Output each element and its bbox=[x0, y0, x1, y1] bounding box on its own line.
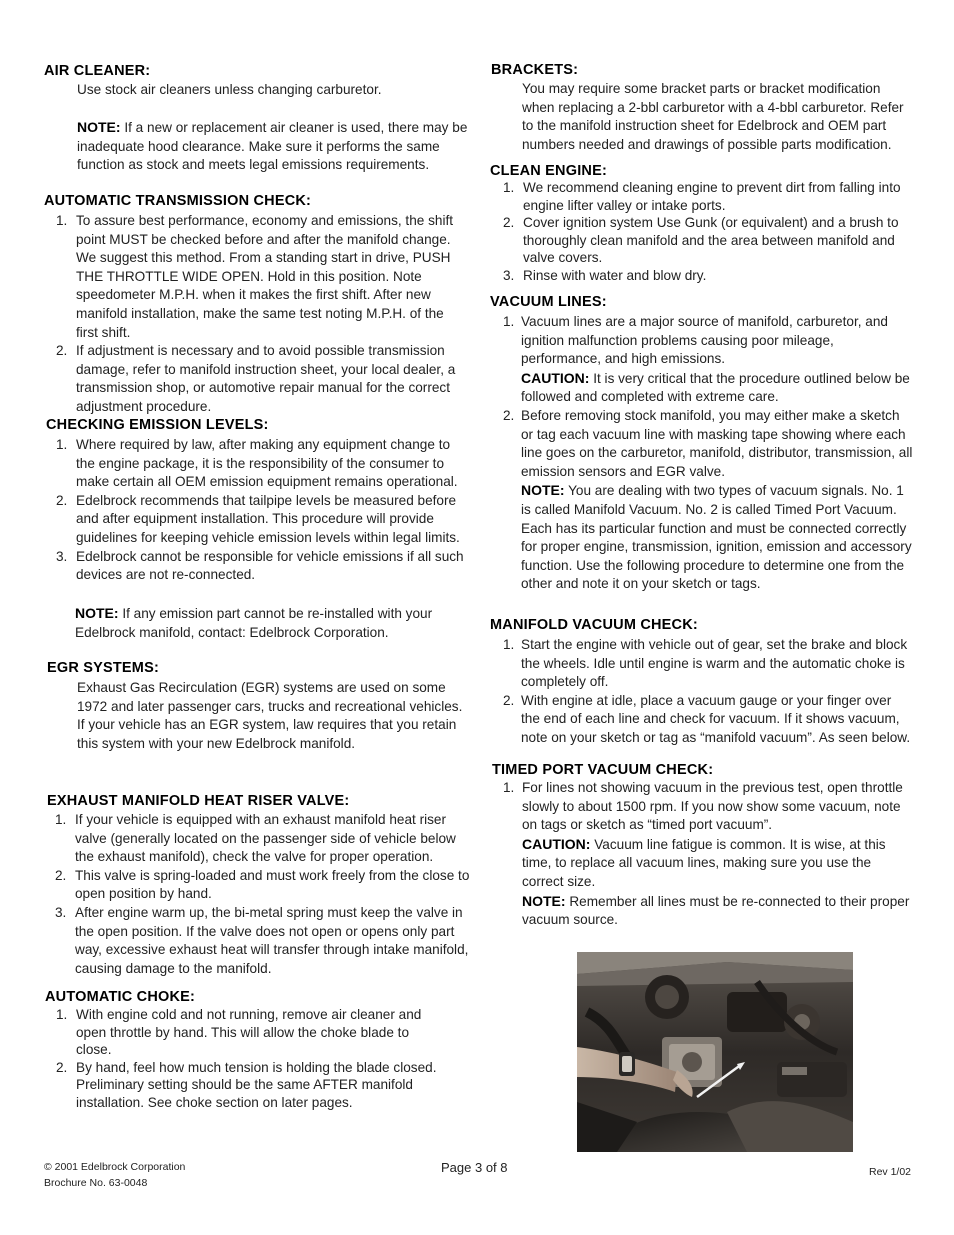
air-cleaner-text: Use stock air cleaners unless changing carburetor. bbox=[77, 82, 382, 97]
note-text: Remember all lines must be re-connected to their proper vacuum source. bbox=[522, 893, 910, 928]
timed-port-heading: TIMED PORT VACUUM CHECK: bbox=[492, 762, 714, 778]
vacuum-lines-heading: VACUUM LINES: bbox=[490, 294, 607, 310]
emission-list bbox=[56, 436, 470, 585]
engine-photo bbox=[577, 952, 853, 1152]
choke-list bbox=[56, 1006, 448, 1111]
list-item: 2. Edelbrock recommends that tailpipe levels be measured before and after equipment installation. This procedure will provide guidelines for keeping vehicle emission levels within legal limits. bbox=[56, 492, 460, 545]
engine-photo-illustration bbox=[577, 952, 853, 1152]
emission-note bbox=[75, 604, 460, 642]
egr-text: Exhaust Gas Recirculation (EGR) systems are used on some 1972 and later passenger cars, trucks and recreational vehicles. If your vehicle has an EGR system, law requires that you retain this system with your new Edelbrock manifold. bbox=[77, 680, 463, 751]
caution-block bbox=[521, 369, 913, 407]
caution-text: Vacuum line fatigue is common. It is wise, at this time, to replace all vacuum lines, making sure you use the correct size. bbox=[522, 836, 886, 889]
list-item: 3. Rinse with water and blow dry. bbox=[503, 267, 707, 283]
note-text: If any emission part cannot be re-installed with your Edelbrock manifold, contact: Edelbrock Corporation. bbox=[75, 606, 433, 640]
list-item: 1. With engine cold and not running, remove air cleaner and open throttle by hand. This will allow the choke blade to close. bbox=[56, 1007, 422, 1057]
choke-heading: AUTOMATIC CHOKE: bbox=[45, 989, 196, 1005]
manifold-vacuum-list bbox=[503, 636, 913, 748]
note-label: NOTE: bbox=[522, 892, 566, 909]
list-item: 2. This valve is spring-loaded and must work freely from the close to open position by hand. bbox=[55, 867, 470, 902]
vacuum-lines-body bbox=[503, 313, 913, 594]
manifold-vacuum-heading: MANIFOLD VACUUM CHECK: bbox=[490, 617, 698, 633]
note-text: If a new or replacement air cleaner is used, there may be inadequate hood clearance. Make sure it performs the same function as stock and meets legal emissions requirements. bbox=[77, 120, 468, 173]
list-item: 1. Vacuum lines are a major source of manifold, carburetor, and ignition malfunction problems causing poor mileage, performance, and high emissions. CAUTION: It is very critical that the procedure outlined below be followed and completed with extreme care. bbox=[503, 313, 913, 407]
list-item: 3. Edelbrock cannot be responsible for vehicle emissions if all such devices are not re-connected. bbox=[56, 548, 464, 583]
list-item: 2. With engine at idle, place a vacuum gauge or your finger over the end of each line and check for vacuum. If it shows vacuum, note on your sketch or tag as “manifold vacuum”. As seen below. bbox=[503, 692, 911, 745]
heat-riser-heading: EXHAUST MANIFOLD HEAT RISER VALVE: bbox=[47, 793, 350, 809]
caution-text: It is very critical that the procedure outlined below be followed and completed with extreme care. bbox=[521, 370, 910, 405]
page-number: Page 3 of 8 bbox=[441, 1160, 508, 1175]
copyright-text: © 2001 Edelbrock Corporation bbox=[44, 1161, 186, 1173]
list-item: 1. To assure best performance, economy and emissions, the shift point MUST be checked before and after the manifold change. We suggest this method. From a standing start in drive, PUSH THE THROTTLE WIDE OPEN. Hold in this position. Note speedometer M.P.H. when it makes the first shift. After new manifold installation, make the same test noting M.P.H. of the first shift. bbox=[56, 213, 454, 340]
note-label: NOTE: bbox=[521, 482, 565, 499]
clean-engine-heading: CLEAN ENGINE: bbox=[490, 163, 607, 179]
revision-label: Rev 1/02 bbox=[869, 1166, 912, 1178]
brochure-number: Brochure No. 63-0048 bbox=[44, 1177, 148, 1189]
list-item: 2. By hand, feel how much tension is holding the blade closed. Preliminary setting should be the same AFTER manifold installation. See choke section on later pages. bbox=[56, 1059, 437, 1110]
timed-port-body bbox=[503, 779, 915, 930]
list-item: 1. If your vehicle is equipped with an exhaust manifold heat riser valve (generally located on the passenger side of vehicle below the exhaust manifold), check the valve for proper operation. bbox=[55, 812, 456, 865]
footer-left bbox=[44, 1159, 185, 1191]
note-label: NOTE: bbox=[75, 605, 119, 621]
auto-trans-list bbox=[56, 212, 468, 417]
air-cleaner-note bbox=[77, 118, 469, 175]
list-item: 2. If adjustment is necessary and to avoid possible transmission damage, refer to manifold instruction sheet, your local dealer, a transmission shop, or automotive repair manual for the correct adjustment procedure. bbox=[56, 343, 456, 414]
note-block bbox=[522, 892, 915, 930]
list-item: 1. Where required by law, after making any equipment change to the engine package, it is the responsibility of the consumer to make certain all OEM emission equipment remains operational. bbox=[56, 437, 458, 490]
brackets-text: You may require some bracket parts or bracket modification when replacing a 2-bbl carburetor with a 4-bbl carburetor. Refer to the manifold instruction sheet for Edelbrock and OEM part numbers needed and drawings of possible parts modification. bbox=[522, 81, 904, 152]
caution-label: CAUTION: bbox=[521, 369, 590, 386]
heat-riser-list bbox=[55, 811, 470, 978]
note-label: NOTE: bbox=[77, 119, 121, 135]
caution-block bbox=[522, 835, 915, 892]
list-item: 1. For lines not showing vacuum in the previous test, open throttle slowly to about 1500 rpm. If you now show some vacuum, note on tags or sketch as “timed port vacuum”. CAUTION: Vacuum line fatigue is common. It is wise, at this time, to replace all vacuum lines, making sure you use the correct size. NOTE: Remember all lines must be re-connected to their proper vacuum source. bbox=[503, 779, 915, 930]
list-item: 3. After engine warm up, the bi-metal spring must keep the valve in the open position. If the valve does not open or opens only part way, excessive exhaust heat will transfer through intake manifold, causing damage to the manifold. bbox=[55, 904, 469, 976]
caution-label: CAUTION: bbox=[522, 835, 591, 852]
air-cleaner-heading: AIR CLEANER: bbox=[44, 63, 151, 79]
list-item: 2. Before removing stock manifold, you may either make a sketch or tag each vacuum line with masking tape showing where each line goes on the carburetor, manifold, distributor, transmission, all emission sensors and EGR valve. NOTE: You are dealing with two types of vacuum signals. No. 1 is called Manifold Vacuum. No. 2 is called Timed Port Vacuum. Each has its particular function and must be connected correctly for proper engine, transmission, ignition, emission and accessory function. Use the following procedure to determine one from the other and note it on your sketch or tags. bbox=[503, 407, 913, 594]
list-item: 2. Cover ignition system Use Gunk (or equivalent) and a brush to thoroughly clean manifold and the area between manifold and valve covers. bbox=[503, 215, 899, 265]
brackets-heading: BRACKETS: bbox=[491, 62, 579, 78]
note-text: You are dealing with two types of vacuum signals. No. 1 is called Manifold Vacuum. No. 2 is called Timed Port Vacuum. Each has its particular function and must be connected correctly for proper engine, transmission, ignition, emission and accessory function. Use the following procedure to determine one from the other and note it on your sketch or tags. bbox=[521, 483, 912, 592]
clean-engine-list bbox=[503, 179, 903, 284]
list-item: 1. Start the engine with vehicle out of gear, set the brake and block the wheels. Idle until engine is warm and the automatic choke is completely off. bbox=[503, 637, 908, 690]
egr-heading: EGR SYSTEMS: bbox=[47, 660, 159, 676]
emission-heading: CHECKING EMISSION LEVELS: bbox=[46, 417, 269, 433]
note-block bbox=[521, 481, 913, 594]
list-item: 1. We recommend cleaning engine to prevent dirt from falling into engine lifter valley or intake ports. bbox=[503, 180, 901, 213]
auto-trans-heading: AUTOMATIC TRANSMISSION CHECK: bbox=[44, 193, 312, 209]
